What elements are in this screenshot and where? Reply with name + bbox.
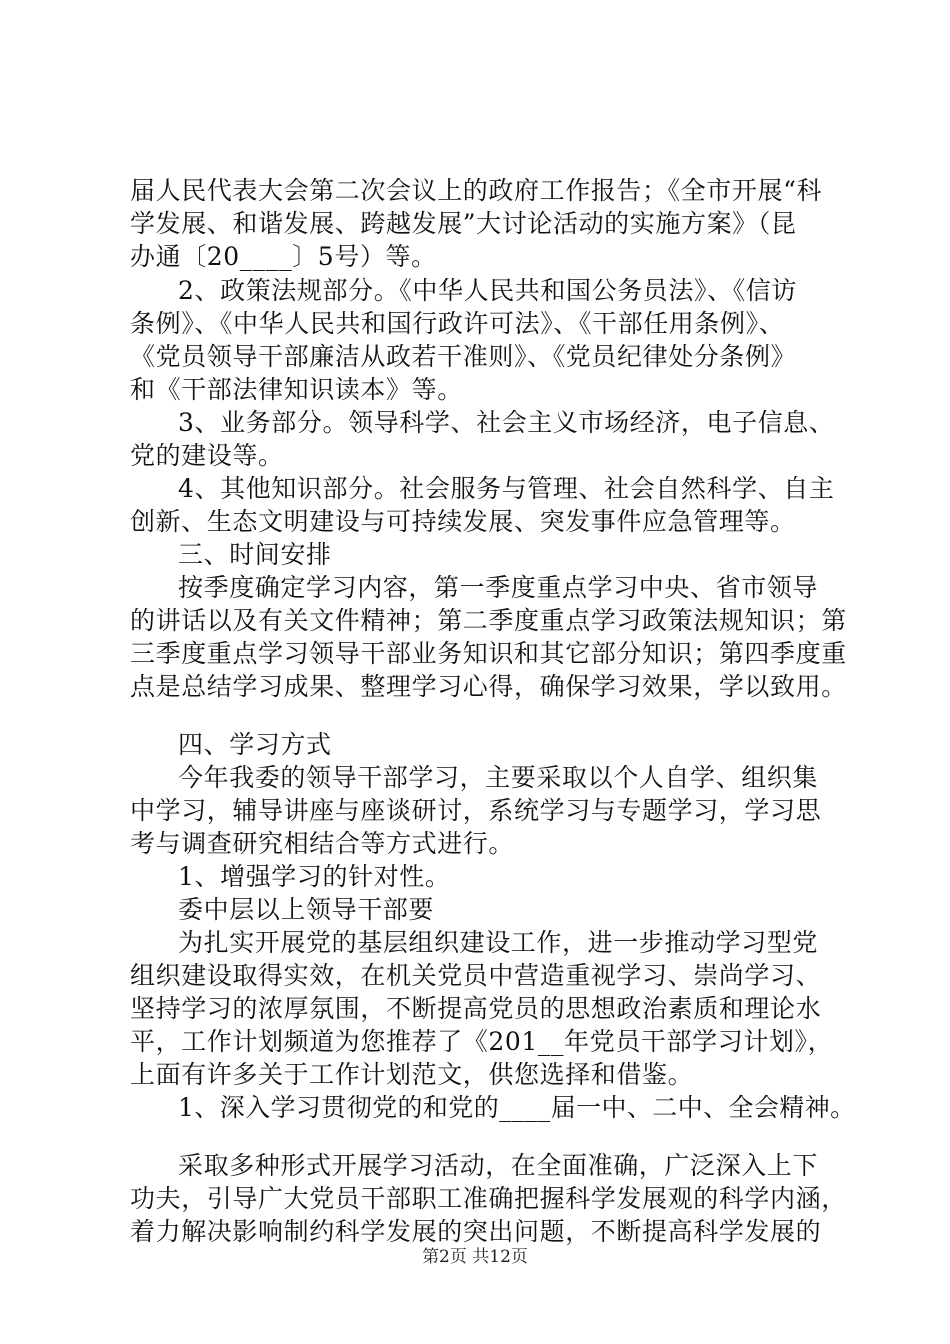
text-line: 3、业务部分。领导科学、社会主义市场经济，电子信息、 (178, 408, 835, 437)
text-line: 2、政策法规部分。《中华人民共和国公务员法》、《信访 (178, 276, 798, 305)
text-line: 4、其他知识部分。社会服务与管理、社会自然科学、自主 (178, 474, 835, 503)
text-line: 届人民代表大会第二次会议上的政府工作报告；《全市开展“科 (130, 176, 823, 205)
text-line: 着力解决影响制约科学发展的突出问题，不断提高科学发展的 (130, 1217, 822, 1246)
text-line: 中学习，辅导讲座与座谈研讨，系统学习与专题学习，学习思 (130, 796, 822, 825)
text-line: 1、增强学习的针对性。 (178, 862, 451, 891)
text-line: 党的建设等。 (130, 441, 284, 470)
text-line: 按季度确定学习内容，第一季度重点学习中央、省市领导 (178, 573, 819, 602)
text-line: 办通〔20____〕5号）等。 (130, 242, 437, 271)
text-line: 为扎实开展党的基层组织建设工作，进一步推动学习型党 (178, 928, 819, 957)
text-line: 学发展、和谐发展、跨越发展”大讨论活动的实施方案》（昆 (130, 209, 797, 238)
text-line: 1、深入学习贯彻党的和党的____届一中、二中、全会精神。 (178, 1093, 856, 1122)
text-line: 坚持学习的浓厚氛围，不断提高党员的思想政治素质和理论水 (130, 994, 822, 1023)
text-line: 委中层以上领导干部要 (178, 895, 435, 924)
page-number: 第2页 共12页 (422, 1247, 528, 1267)
text-line: 组织建设取得实效，在机关党员中营造重视学习、崇尚学习、 (130, 961, 822, 990)
text-line: 功夫，引导广大党员干部职工准确把握科学发展观的科学内涵， (130, 1184, 847, 1213)
text-line: 今年我委的领导干部学习，主要采取以个人自学、组织集 (178, 763, 819, 792)
text-line: 的讲话以及有关文件精神；第二季度重点学习政策法规知识；第 (130, 606, 847, 635)
text-line: 条例》、《中华人民共和国行政许可法》、《干部任用条例》、 (130, 309, 785, 338)
text-line: 《党员领导干部廉洁从政若干准则》、《党员纪律处分条例》 (130, 342, 797, 371)
text-line: 三季度重点学习领导干部业务知识和其它部分知识；第四季度重 (130, 639, 847, 668)
section-heading: 三、时间安排 (178, 540, 332, 569)
text-line: 考与调查研究相结合等方式进行。 (130, 829, 515, 858)
text-line: 创新、生态文明建设与可持续发展、突发事件应急管理等。 (130, 507, 796, 536)
text-line: 采取多种形式开展学习活动，在全面准确，广泛深入上下 (178, 1151, 819, 1180)
section-heading: 四、学习方式 (178, 730, 332, 759)
text-line: 上面有许多关于工作计划范文，供您选择和借鉴。 (130, 1060, 694, 1089)
text-line: 和《干部法律知识读本》等。 (130, 375, 463, 404)
text-line: 点是总结学习成果、整理学习心得，确保学习效果，学以致用。 (130, 672, 847, 701)
text-line: 平，工作计划频道为您推荐了《201__年党员干部学习计划》， (130, 1027, 834, 1056)
